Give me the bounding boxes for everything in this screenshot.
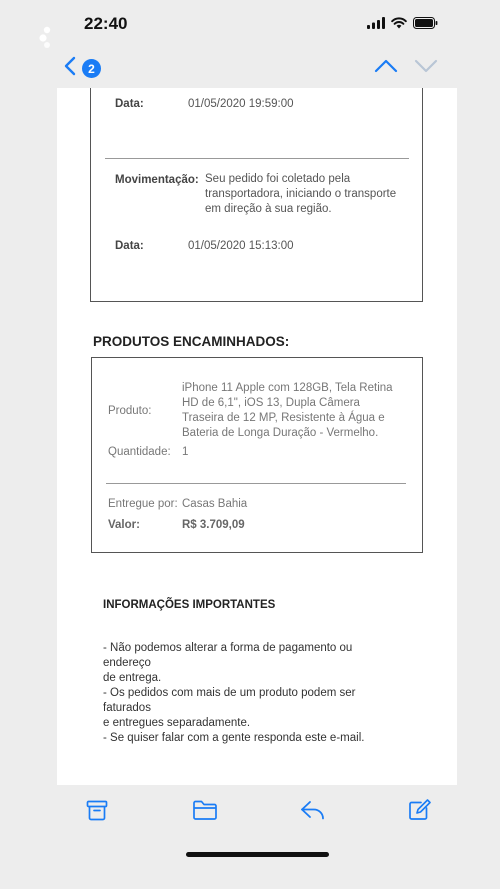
date-label: Data:: [115, 98, 144, 110]
info-line: - Os pedidos com mais de um produto podem ser faturados: [103, 687, 356, 714]
home-indicator[interactable]: [186, 852, 329, 857]
bottom-toolbar: [0, 785, 500, 889]
products-section-title: PRODUTOS ENCAMINHADOS:: [93, 334, 290, 349]
mail-nav-bar: [0, 48, 500, 88]
product-line: iPhone 11 Apple com 128GB, Tela Retina: [182, 382, 393, 394]
archive-icon: [86, 808, 108, 825]
delivered-by-label: Entregue por:: [108, 498, 178, 510]
info-line: - Se quiser falar com a gente responda este e-mail.: [103, 732, 365, 744]
price-value: R$ 3.709,09: [182, 519, 245, 531]
chevron-left-icon: [64, 56, 76, 81]
quantity-label: Quantidade:: [108, 446, 171, 458]
date-value: 01/05/2020 15:13:00: [188, 240, 294, 252]
assistive-touch-icon[interactable]: [38, 26, 52, 50]
next-message-button[interactable]: [414, 58, 438, 79]
movement-value: [205, 172, 396, 217]
products-box: [91, 357, 423, 553]
email-body: [57, 88, 457, 785]
date-value: 01/05/2020 19:59:00: [188, 98, 294, 110]
battery-icon: [413, 16, 438, 34]
back-button[interactable]: [64, 56, 101, 81]
product-label: Produto:: [108, 405, 152, 417]
chevron-up-icon: [374, 61, 398, 78]
reply-icon: [300, 808, 326, 825]
product-line: Traseira de 12 MP, Resistente à Água e: [182, 412, 385, 424]
archive-button[interactable]: [86, 799, 108, 826]
info-line: e entregues separadamente.: [103, 717, 251, 729]
divider: [105, 158, 409, 159]
movement-line: em direção à sua região.: [205, 203, 332, 215]
compose-icon: [408, 808, 432, 825]
info-text: [103, 641, 403, 746]
folder-icon: [192, 808, 218, 825]
divider: [106, 483, 406, 484]
info-line: de entrega.: [103, 672, 162, 684]
move-to-folder-button[interactable]: [192, 799, 218, 826]
status-bar: [0, 0, 500, 48]
quantity-value: 1: [182, 446, 189, 458]
tracking-box: [90, 88, 423, 302]
movement-line: Seu pedido foi coletado pela: [205, 173, 351, 185]
product-value: [182, 381, 393, 441]
price-label: Valor:: [108, 519, 140, 531]
status-time: 22:40: [84, 14, 128, 33]
unread-badge: 2: [82, 59, 101, 78]
chevron-down-icon: [414, 61, 438, 78]
reply-button[interactable]: [300, 799, 326, 826]
signal-icon: [367, 16, 385, 34]
previous-message-button[interactable]: [374, 58, 398, 79]
info-title: INFORMAÇÕES IMPORTANTES: [103, 599, 276, 611]
product-line: HD de 6,1", iOS 13, Dupla Câmera: [182, 397, 360, 409]
wifi-icon: [391, 16, 407, 34]
info-line: - Não podemos alterar a forma de pagamento ou endereço: [103, 642, 353, 669]
status-icons: [367, 16, 438, 34]
movement-label: Movimentação:: [115, 174, 199, 186]
date-label: Data:: [115, 240, 144, 252]
movement-line: transportadora, iniciando o transporte: [205, 188, 397, 200]
compose-button[interactable]: [408, 799, 432, 826]
delivered-by-value: Casas Bahia: [182, 498, 248, 510]
product-line: Bateria de Longa Duração - Vermelho.: [182, 427, 379, 439]
